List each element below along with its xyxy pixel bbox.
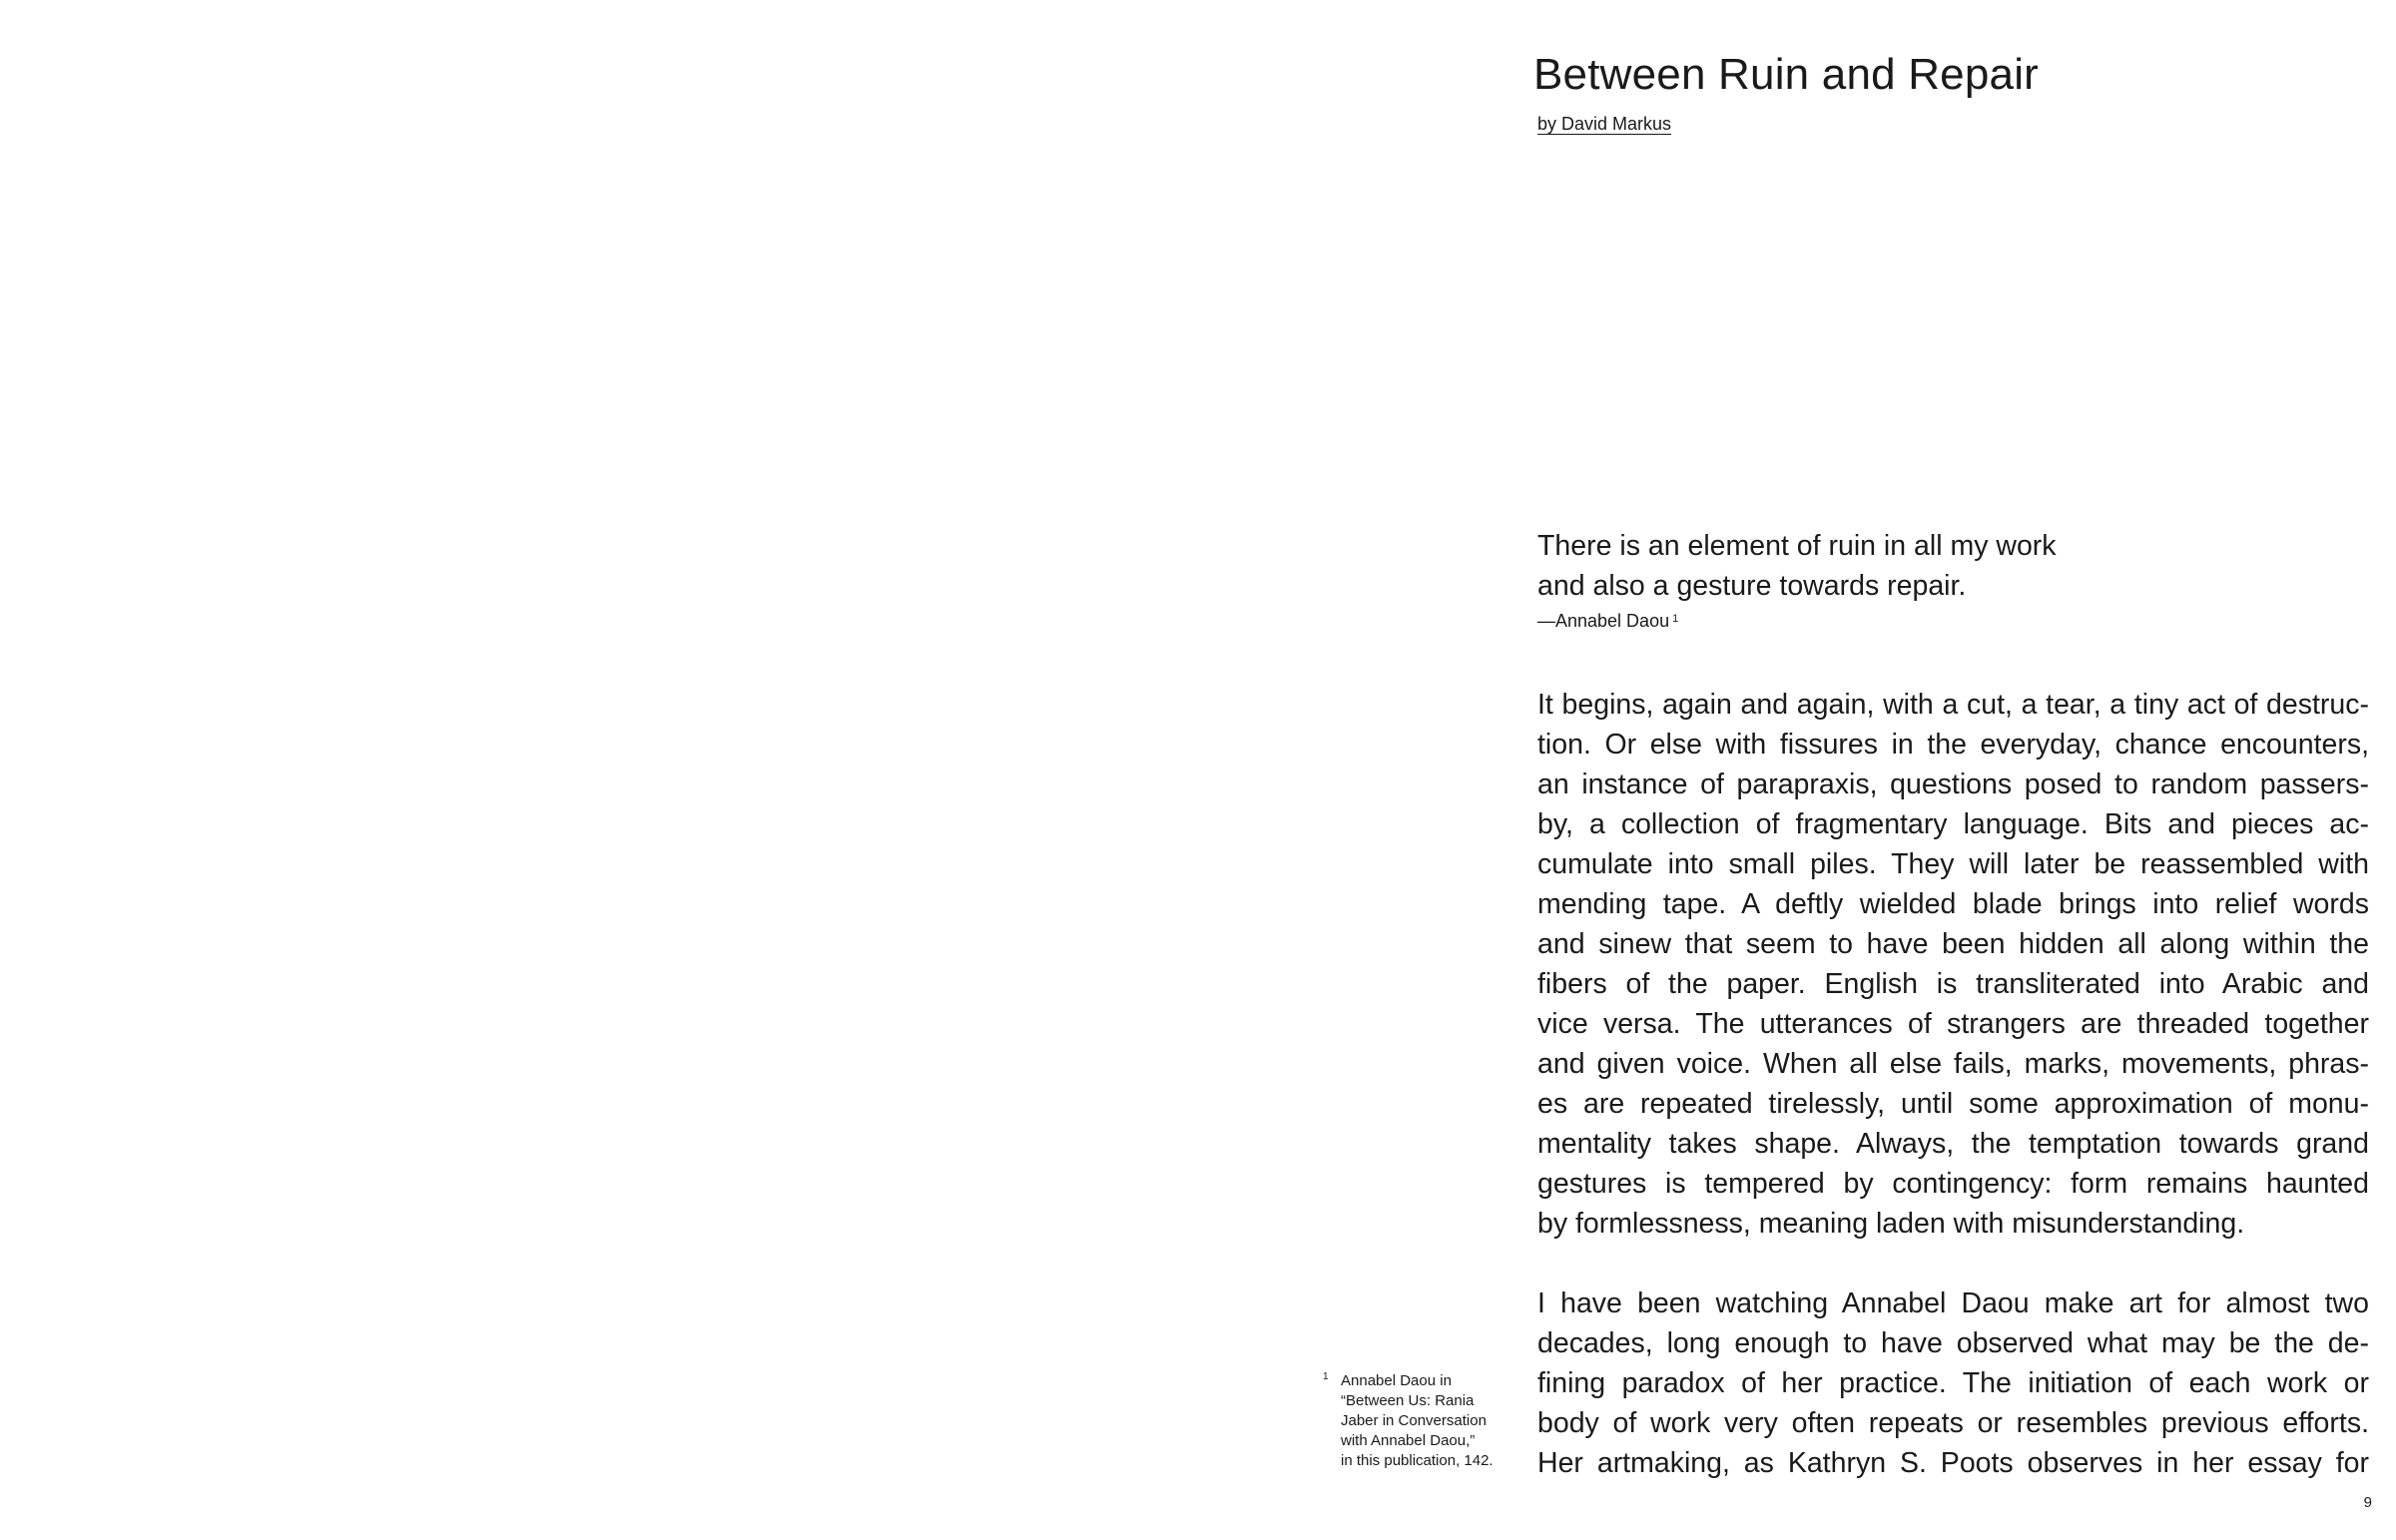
text-line: mending tape. A deftly wielded blade brings into relief words bbox=[1537, 888, 2369, 920]
text-line: mentality takes shape. Always, the temptation towards grand bbox=[1537, 1128, 2369, 1160]
author-byline: by David Markus bbox=[1537, 114, 1672, 134]
text-line: decades, long enough to have observed what may be the de- bbox=[1537, 1327, 2369, 1359]
footnote-reference: 1 bbox=[1672, 613, 1679, 625]
footnote-number: 1 bbox=[1323, 1371, 1329, 1382]
paragraph-1 bbox=[1537, 685, 2369, 1244]
footnote-line: “Between Us: Rania bbox=[1341, 1392, 1475, 1409]
text-line: by, a collection of fragmentary language. Bits and pieces ac- bbox=[1537, 808, 2369, 840]
paragraph-spacer bbox=[1537, 1244, 2369, 1283]
epigraph bbox=[1537, 526, 2176, 634]
text-line: Her artmaking, as Kathryn S. Poots observes in her essay for bbox=[1537, 1447, 2369, 1479]
footnote-line: with Annabel Daou,” bbox=[1341, 1432, 1476, 1449]
epigraph-line: and also a gesture towards repair. bbox=[1537, 570, 1967, 602]
epigraph-line: There is an element of ruin in all my work bbox=[1537, 530, 2057, 562]
text-line: cumulate into small piles. They will later be reassembled with bbox=[1537, 848, 2369, 880]
text-line: and sinew that seem to have been hidden all along within the bbox=[1537, 928, 2369, 960]
epigraph-attribution bbox=[1537, 608, 2176, 634]
text-line: I have been watching Annabel Daou make art for almost two bbox=[1537, 1287, 2369, 1319]
body-text bbox=[1537, 685, 2369, 1483]
text-line: fibers of the paper. English is transliterated into Arabic and bbox=[1537, 968, 2369, 1000]
text-line: fining paradox of her practice. The initiation of each work or bbox=[1537, 1367, 2369, 1399]
footnote-line: Jaber in Conversation bbox=[1341, 1412, 1487, 1429]
footnote-line: in this publication, 142. bbox=[1341, 1452, 1494, 1469]
text-line: vice versa. The utterances of strangers are threaded together bbox=[1537, 1008, 2369, 1040]
epigraph-quote bbox=[1537, 526, 2176, 606]
text-line: tion. Or else with fissures in the everyday, chance encounters, bbox=[1537, 729, 2369, 761]
attribution-text: —Annabel Daou bbox=[1537, 611, 1670, 631]
page-number: 9 bbox=[2363, 1494, 2372, 1511]
text-line: an instance of parapraxis, questions posed to random passers- bbox=[1537, 769, 2369, 800]
footnote-text bbox=[1341, 1371, 1515, 1471]
text-line: body of work very often repeats or resembles previous efforts. bbox=[1537, 1407, 2369, 1439]
text-line: by formlessness, meaning laden with misunderstanding. bbox=[1537, 1208, 2245, 1240]
text-line: es are repeated tirelessly, until some approximation of monu- bbox=[1537, 1088, 2369, 1120]
text-line: It begins, again and again, with a cut, a tear, a tiny act of destruc- bbox=[1537, 689, 2369, 721]
essay-title: Between Ruin and Repair bbox=[1533, 50, 2040, 99]
text-line: and given voice. When all else fails, marks, movements, phras- bbox=[1537, 1048, 2369, 1080]
text-line: gestures is tempered by contingency: form remains haunted bbox=[1537, 1168, 2369, 1200]
footnote-line: Annabel Daou in bbox=[1341, 1372, 1452, 1389]
paragraph-2 bbox=[1537, 1283, 2369, 1483]
